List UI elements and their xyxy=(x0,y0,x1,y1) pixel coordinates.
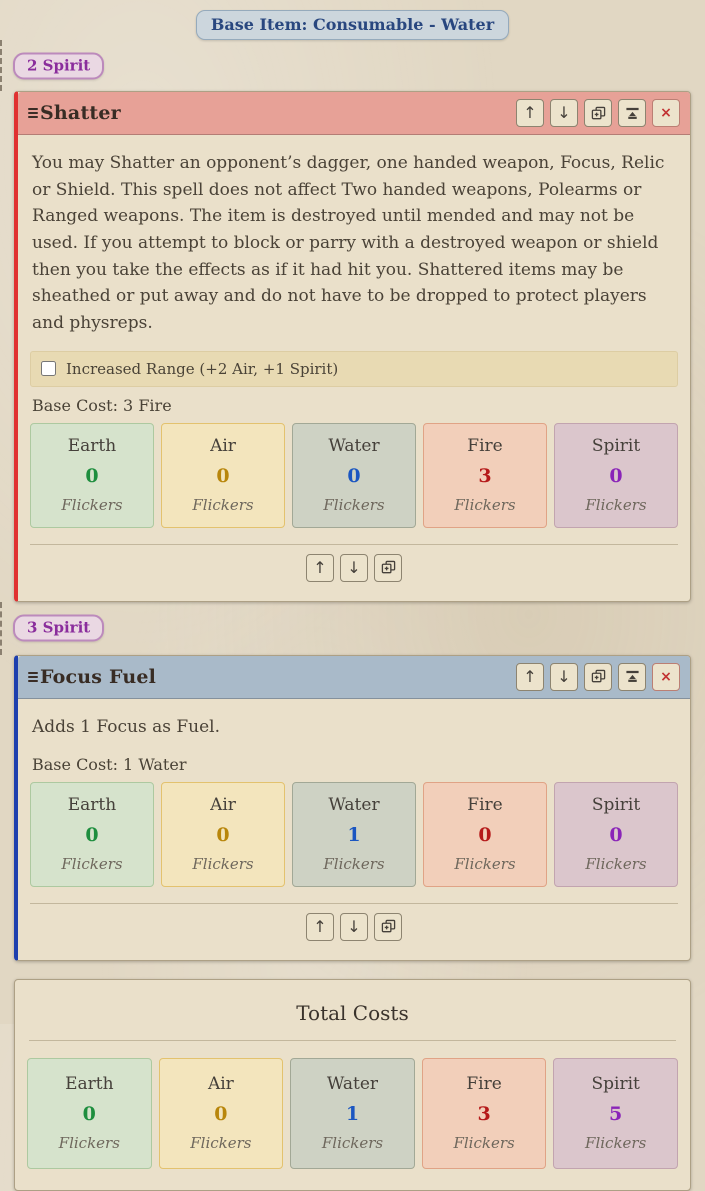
cost-value: 0 xyxy=(609,464,623,487)
cost-box-water xyxy=(290,1058,415,1169)
unit-label: Flickers xyxy=(190,1133,252,1152)
unit-label: Flickers xyxy=(192,854,254,873)
cost-value: 0 xyxy=(347,464,361,487)
card-footer-actions xyxy=(30,903,678,951)
duplicate-icon xyxy=(591,669,606,684)
cost-value: 0 xyxy=(85,823,99,846)
arrow-up-icon: ↑ xyxy=(523,666,537,686)
connector-dashed-line xyxy=(0,40,2,91)
collapse-button[interactable] xyxy=(618,99,646,127)
arrow-up-icon: ↑ xyxy=(313,916,327,936)
card-title: Focus Fuel xyxy=(40,665,157,688)
divider xyxy=(29,1040,676,1041)
cost-box-earth xyxy=(30,423,154,528)
cost-value: 1 xyxy=(347,823,361,846)
cost-box-water xyxy=(292,782,416,887)
total-costs-card xyxy=(14,979,691,1191)
move-up-button[interactable] xyxy=(516,99,544,127)
cost-box-air xyxy=(161,782,285,887)
element-label: Spirit xyxy=(591,1073,640,1094)
element-label: Air xyxy=(210,794,236,815)
move-down-button[interactable] xyxy=(340,913,368,941)
element-label: Water xyxy=(328,435,380,456)
cost-value: 0 xyxy=(214,1102,228,1125)
cost-value: 0 xyxy=(609,823,623,846)
element-label: Earth xyxy=(67,794,117,815)
delete-button[interactable] xyxy=(652,663,680,691)
increased-range-checkbox[interactable] xyxy=(41,361,56,376)
move-down-button[interactable] xyxy=(550,99,578,127)
element-label: Air xyxy=(207,1073,234,1094)
spell-card-focus-fuel xyxy=(14,655,691,961)
unit-label: Flickers xyxy=(58,1133,120,1152)
spell-card-shatter xyxy=(14,91,691,602)
cost-value: 3 xyxy=(478,464,492,487)
duplicate-button[interactable] xyxy=(374,913,402,941)
collapse-icon xyxy=(625,106,640,121)
link-cost-badge: 2 Spirit xyxy=(13,52,104,79)
move-up-button[interactable] xyxy=(306,913,334,941)
link-cost-badge: 3 Spirit xyxy=(13,615,104,642)
element-label: Earth xyxy=(65,1073,114,1094)
element-label: Water xyxy=(328,794,380,815)
card-body xyxy=(18,135,690,601)
cost-box-earth xyxy=(30,782,154,887)
flow-connector xyxy=(0,40,91,91)
unit-label: Flickers xyxy=(61,495,123,514)
element-label: Fire xyxy=(466,1073,502,1094)
cost-value: 0 xyxy=(82,1102,96,1125)
cost-box-spirit xyxy=(554,423,678,528)
drag-handle-icon[interactable] xyxy=(28,672,38,682)
cost-value: 0 xyxy=(85,464,99,487)
unit-label: Flickers xyxy=(321,1133,384,1152)
arrow-down-icon: ↓ xyxy=(557,103,571,122)
element-label: Air xyxy=(210,435,236,456)
delete-button[interactable] xyxy=(652,99,680,127)
drag-handle-icon[interactable] xyxy=(28,108,38,118)
base-item-badge: Base Item: Consumable - Water xyxy=(196,10,509,40)
cost-value: 0 xyxy=(216,464,230,487)
cost-value: 0 xyxy=(478,823,492,846)
cost-box-fire xyxy=(422,1058,547,1169)
arrow-up-icon: ↑ xyxy=(313,557,327,577)
unit-label: Flickers xyxy=(323,495,385,514)
cost-box-air xyxy=(161,423,285,528)
card-body xyxy=(18,699,690,960)
unit-label: Flickers xyxy=(323,854,385,873)
unit-label: Flickers xyxy=(61,854,123,873)
duplicate-button[interactable] xyxy=(584,99,612,127)
element-label: Fire xyxy=(467,435,503,456)
unit-label: Flickers xyxy=(454,854,516,873)
move-down-button[interactable] xyxy=(340,554,368,582)
unit-label: Flickers xyxy=(453,1133,515,1152)
element-cost-row xyxy=(30,423,678,528)
collapse-icon xyxy=(625,669,640,684)
element-label: Spirit xyxy=(591,435,641,456)
cost-box-fire xyxy=(423,782,547,887)
unit-label: Flickers xyxy=(454,495,516,514)
arrow-down-icon: ↓ xyxy=(347,916,361,936)
duplicate-icon xyxy=(381,919,396,934)
card-header xyxy=(18,92,690,135)
arrow-down-icon: ↓ xyxy=(557,666,571,686)
duplicate-icon xyxy=(591,106,606,121)
element-cost-row xyxy=(30,782,678,887)
cost-value: 1 xyxy=(345,1102,360,1125)
base-cost-label: Base Cost: 3 Fire xyxy=(32,395,172,415)
arrow-up-icon: ↑ xyxy=(523,103,537,122)
unit-label: Flickers xyxy=(585,854,647,873)
duplicate-button[interactable] xyxy=(584,663,612,691)
move-up-button[interactable] xyxy=(306,554,334,582)
spell-description: Adds 1 Focus as Fuel. xyxy=(32,716,220,737)
move-up-button[interactable] xyxy=(516,663,544,691)
total-costs-title: Total Costs xyxy=(296,1000,409,1025)
card-header-actions xyxy=(516,663,680,691)
cost-box-water xyxy=(292,423,416,528)
duplicate-button[interactable] xyxy=(374,554,402,582)
cost-box-spirit xyxy=(554,782,678,887)
element-label: Water xyxy=(326,1073,379,1094)
spell-description: You may Shatter an opponent’s dagger, one handed weapon, Focus, Relic or Shield. This spell does not affect Two handed weapons, Polearms or Ranged weapons. The item is destroyed until mended and may not be used. If you attempt to block or parry with a destroyed weapon or shield then you take the effects as if it had hit you. Shattered items may be sheathed or put away and do not have to be dropped to protect players and physreps. xyxy=(32,153,665,334)
build-flow-header xyxy=(0,0,705,40)
arrow-down-icon: ↓ xyxy=(347,557,361,577)
cost-box-fire xyxy=(423,423,547,528)
cost-value: 0 xyxy=(216,823,230,846)
cost-box-spirit xyxy=(553,1058,678,1169)
option-label: Increased Range (+2 Air, +1 Spirit) xyxy=(66,359,339,378)
increased-range-option[interactable] xyxy=(30,351,678,387)
base-cost-label: Base Cost: 1 Water xyxy=(32,754,187,774)
cost-value: 5 xyxy=(609,1102,623,1125)
close-icon: × xyxy=(660,668,672,685)
unit-label: Flickers xyxy=(585,1133,647,1152)
connector-dashed-line xyxy=(0,602,2,655)
unit-label: Flickers xyxy=(192,495,254,514)
card-footer-actions xyxy=(30,544,678,592)
flow-connector xyxy=(0,602,91,655)
cost-box-air xyxy=(159,1058,284,1169)
cost-value: 3 xyxy=(477,1102,491,1125)
cost-box-earth xyxy=(27,1058,152,1169)
card-title: Shatter xyxy=(40,102,121,124)
element-label: Spirit xyxy=(591,794,641,815)
element-cost-row xyxy=(27,1058,678,1169)
duplicate-icon xyxy=(381,560,396,575)
element-label: Earth xyxy=(67,435,117,456)
unit-label: Flickers xyxy=(585,495,647,514)
move-down-button[interactable] xyxy=(550,663,578,691)
card-header xyxy=(18,656,690,699)
element-label: Fire xyxy=(467,794,503,815)
card-header-actions xyxy=(516,99,680,127)
collapse-button[interactable] xyxy=(618,663,646,691)
close-icon: × xyxy=(660,105,672,121)
